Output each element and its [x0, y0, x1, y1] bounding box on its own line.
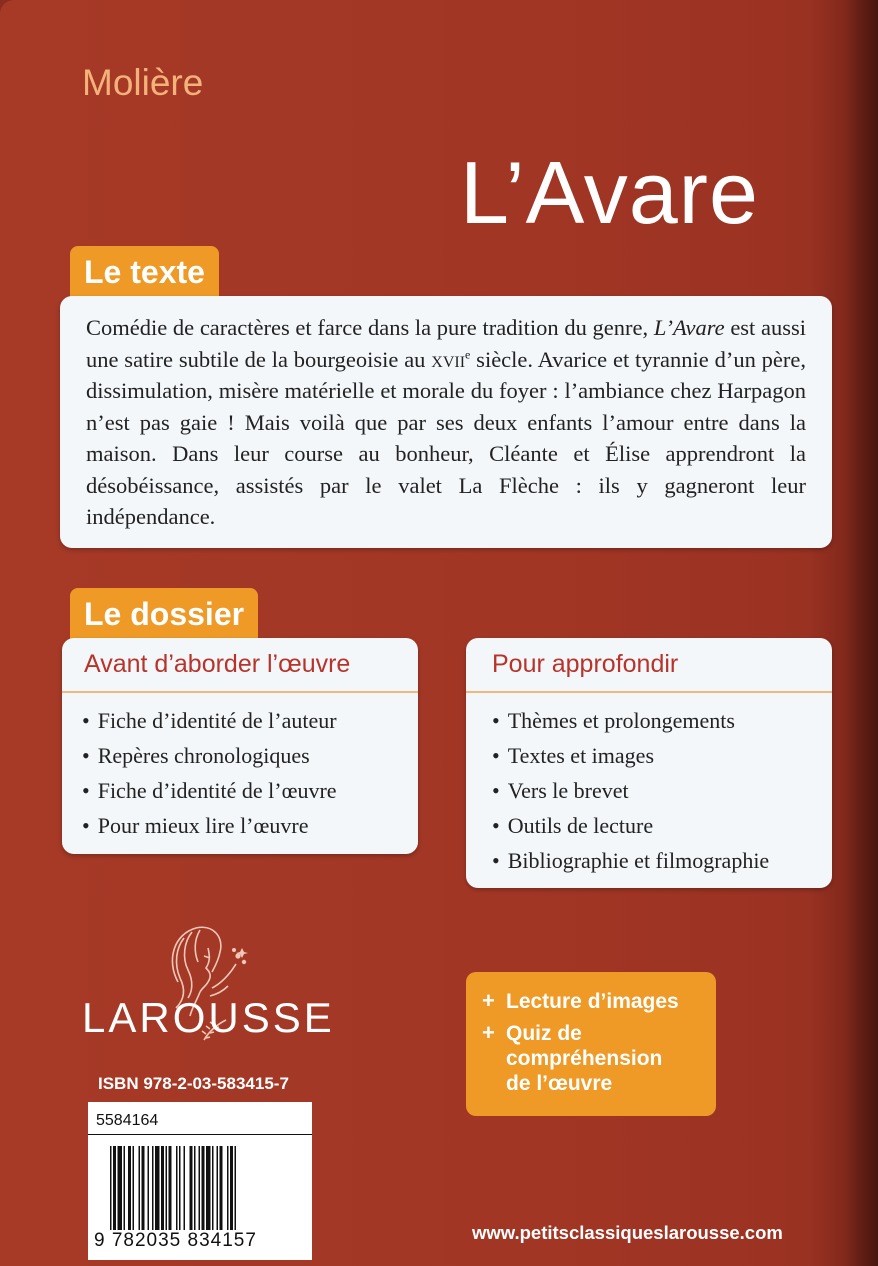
- barcode-bar: [179, 1146, 181, 1230]
- summary-card: [60, 296, 832, 548]
- barcode-bar: [142, 1146, 145, 1230]
- summary-part-3: siècle. Avarice et tyrannie d’un père, dissimulation, misère matérielle et morale du foyer : l’ambiance chez Harpagon n’est pas gaie ! Mais voilà que par ses deux enfants l’amour entre dans la maison. Dans leur course au bonheur, Cléante et Élise apprendront la désobéissance, assistés par le valet La Flèche : ils y gagneront leur indépendance.: [86, 346, 806, 529]
- barcode-bar: [217, 1146, 219, 1230]
- section-tab-texte: Le texte: [70, 246, 219, 298]
- barcode-bar: [148, 1146, 150, 1230]
- barcode-bar: [230, 1146, 233, 1230]
- extras-label: Lecture d’images: [506, 990, 679, 1013]
- list-item: • Outils de lecture: [492, 808, 832, 843]
- barcode-bar: [128, 1146, 131, 1230]
- barcode-divider: [88, 1134, 312, 1135]
- barcode-bar: [220, 1146, 223, 1230]
- section-tab-dossier: Le dossier: [70, 588, 258, 640]
- barcode-digits: 9 782035 834157: [94, 1230, 257, 1251]
- barcode-bar: [176, 1146, 178, 1230]
- summary-text: [86, 312, 806, 533]
- website-url: www.petitsclassiqueslarousse.com: [472, 1222, 783, 1243]
- extras-box: [466, 972, 716, 1116]
- barcode-bar: [227, 1146, 229, 1230]
- extras-item-quiz: [482, 1020, 716, 1046]
- barcode-bar: [155, 1146, 160, 1230]
- book-title: L’Avare: [460, 143, 759, 242]
- list-item: • Textes et images: [492, 738, 832, 773]
- product-code: 5584164: [96, 1112, 159, 1129]
- barcode-bar: [190, 1146, 193, 1230]
- list-item: • Fiche d’identité de l’œuvre: [82, 773, 418, 808]
- barcode-bar: [212, 1146, 214, 1230]
- cover-edge-shadow: [844, 0, 878, 1266]
- barcode: [88, 1102, 312, 1260]
- barcode-bar: [202, 1146, 205, 1230]
- dossier-card-avant: [62, 638, 418, 854]
- barcode-bar: [194, 1146, 196, 1230]
- plus-icon: +: [482, 988, 495, 1013]
- plus-icon: +: [482, 1020, 495, 1045]
- summary-century-sup: e: [465, 347, 471, 361]
- extras-label: Quiz de: [506, 1022, 582, 1045]
- barcode-bar: [184, 1146, 186, 1230]
- barcode-bar: [110, 1146, 112, 1230]
- list-item: • Vers le brevet: [492, 773, 832, 808]
- barcode-bar: [166, 1146, 168, 1230]
- barcode-bar: [152, 1146, 154, 1230]
- list-item: • Bibliographie et filmographie: [492, 843, 832, 878]
- dossier-approfondir-heading: Pour approfondir: [466, 638, 832, 693]
- dossier-approfondir-list: [466, 693, 832, 878]
- barcode-bars-icon: [110, 1146, 300, 1230]
- summary-part-1: Comédie de caractères et farce dans la pure tradition du genre,: [86, 315, 654, 340]
- extras-item-quiz-cont: de l’œuvre: [506, 1072, 613, 1095]
- list-item: • Fiche d’identité de l’auteur: [82, 703, 418, 738]
- barcode-bar: [199, 1146, 201, 1230]
- list-item: • Pour mieux lire l’œuvre: [82, 808, 418, 843]
- list-item: • Repères chronologiques: [82, 738, 418, 773]
- barcode-bar: [169, 1146, 172, 1230]
- summary-title-italic: L’Avare: [653, 315, 725, 340]
- barcode-bar: [139, 1146, 141, 1230]
- barcode-bar: [124, 1146, 126, 1230]
- list-item: • Thèmes et prolongements: [492, 703, 832, 738]
- barcode-bar: [235, 1146, 237, 1230]
- extras-item-quiz-cont: compréhension: [506, 1047, 663, 1070]
- isbn-text: ISBN 978-2-03-583415-7: [98, 1074, 289, 1093]
- extras-item-lecture: [482, 988, 716, 1014]
- barcode-bar: [133, 1146, 135, 1230]
- summary-century: xvii: [431, 346, 466, 372]
- dossier-card-approfondir: [466, 638, 832, 888]
- barcode-bar: [161, 1146, 164, 1230]
- barcode-bar: [206, 1146, 211, 1230]
- summary-part-2: est aussi une satire subtile de la bourgeoisie au: [86, 315, 806, 372]
- publisher-logo-text: LAROUSSE: [82, 994, 335, 1041]
- author-name: Molière: [82, 62, 204, 103]
- dossier-avant-list: [62, 693, 418, 843]
- dossier-avant-heading: Avant d’aborder l’œuvre: [62, 638, 418, 693]
- barcode-bar: [113, 1146, 116, 1230]
- barcode-bar: [118, 1146, 123, 1230]
